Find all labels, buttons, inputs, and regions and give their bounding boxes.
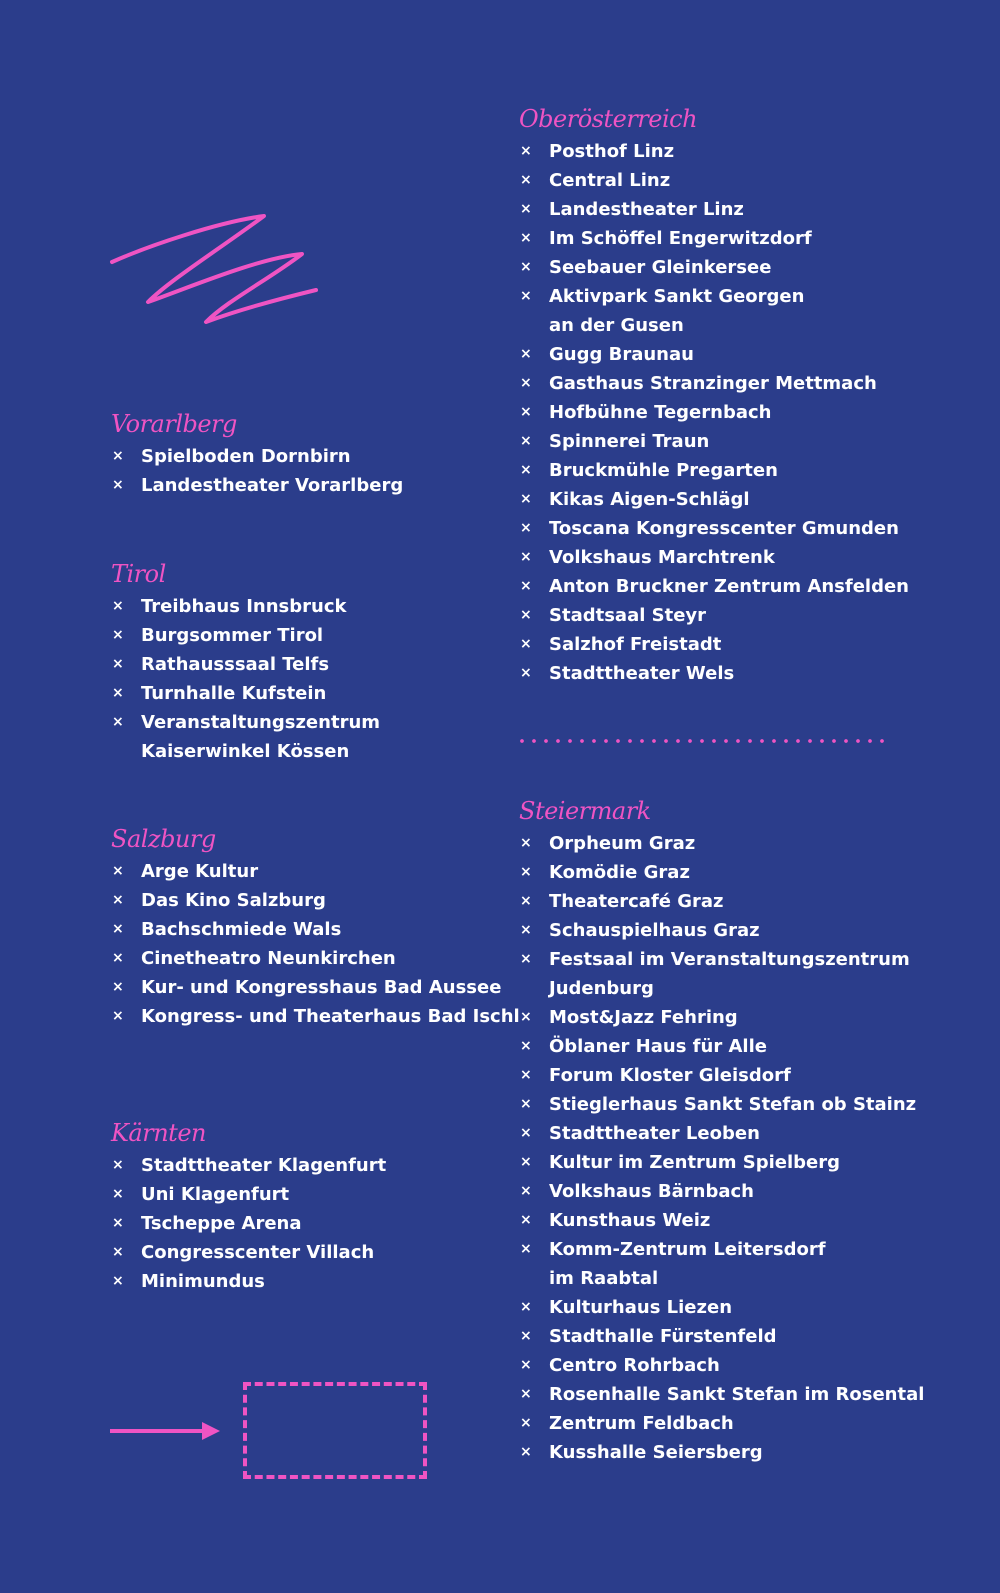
venue-item [519,1322,924,1351]
venue-label: Centro Rohrbach [549,1355,720,1376]
cross-bullet-icon: × [520,375,532,391]
venue-label: Stadtsaal Steyr [549,605,707,626]
cross-bullet-icon: × [520,1009,532,1025]
region-salzburg [111,825,520,1031]
cross-bullet-icon: × [112,1186,124,1202]
venue-label: Stadthalle Fürstenfeld [549,1326,777,1347]
cross-bullet-icon: × [520,1299,532,1315]
cross-bullet-icon: × [112,598,124,614]
venue-item [519,1206,924,1235]
venue-label: Rosenhalle Sankt Stefan im Rosental [549,1384,925,1405]
cross-bullet-icon: × [520,951,532,967]
venue-label: Hofbühne Tegernbach [549,402,772,423]
cross-bullet-icon: × [520,1067,532,1083]
cross-bullet-icon: × [520,1241,532,1257]
cross-bullet-icon: × [520,172,532,188]
venue-item [519,195,909,224]
region-oberoesterreich [519,105,909,688]
venue-item [519,1351,924,1380]
region-kaernten [111,1119,386,1296]
venue-label: Salzhof Freistadt [549,634,722,655]
venue-label: Kulturhaus Liezen [549,1297,733,1318]
venue-item [111,621,380,650]
venue-list [519,137,909,688]
venue-label: Kunsthaus Weiz [549,1210,711,1231]
venue-label: Forum Kloster Gleisdorf [549,1065,791,1086]
cross-bullet-icon: × [520,259,532,275]
cross-bullet-icon: × [112,1008,124,1024]
venue-label: Volkshaus Marchtrenk [549,547,775,568]
venue-label: Komödie Graz [549,862,690,883]
region-title: Kärnten [111,1119,206,1147]
venue-label: Spinnerei Traun [549,431,710,452]
venue-label: Seebauer Gleinkersee [549,257,772,278]
cross-bullet-icon: × [520,864,532,880]
venue-item [111,650,380,679]
zigzag-scribble-icon [108,210,328,330]
cross-bullet-icon: × [520,1415,532,1431]
venue-item [519,945,924,1003]
cross-bullet-icon: × [112,477,124,493]
venue-label: Treibhaus Innsbruck [141,596,347,617]
venue-item [111,1002,520,1031]
region-tirol [111,560,380,766]
venue-item [111,471,403,500]
venue-item [519,1148,924,1177]
venue-label: Landestheater Vorarlberg [141,475,404,496]
venue-item [111,442,403,471]
region-title: Oberösterreich [519,105,698,133]
venue-label: Arge Kultur [141,861,259,882]
region-steiermark [519,797,924,1467]
cross-bullet-icon: × [112,714,124,730]
venue-label: Kultur im Zentrum Spielberg [549,1152,841,1173]
venue-label: Festsaal im Veranstaltungszentrum Judenburg [549,949,910,999]
cross-bullet-icon: × [520,607,532,623]
cross-bullet-icon: × [520,491,532,507]
cross-bullet-icon: × [112,656,124,672]
venue-item [519,456,909,485]
venue-label: Tscheppe Arena [141,1213,302,1234]
venue-item [519,601,909,630]
cross-bullet-icon: × [520,433,532,449]
venue-item [519,166,909,195]
venue-item [519,1438,924,1467]
venue-label: Zentrum Feldbach [549,1413,734,1434]
venue-item [519,1235,924,1293]
venue-label: Aktivpark Sankt Georgen an der Gusen [549,286,805,336]
region-vorarlberg [111,410,403,500]
venue-label: Schauspielhaus Graz [549,920,760,941]
venue-item [111,708,380,766]
venue-label: Bachschmiede Wals [141,919,342,940]
cross-bullet-icon: × [112,1215,124,1231]
venue-item [111,886,520,915]
venue-item [111,1209,386,1238]
venue-item [519,659,909,688]
cross-bullet-icon: × [112,1157,124,1173]
cross-bullet-icon: × [520,404,532,420]
cross-bullet-icon: × [520,1357,532,1373]
venue-item [111,1267,386,1296]
cross-bullet-icon: × [520,1125,532,1141]
venue-label: Theatercafé Graz [549,891,724,912]
region-title: Steiermark [519,797,651,825]
venue-item [111,679,380,708]
venue-label: Kongress- und Theaterhaus Bad Ischl [141,1006,520,1027]
venue-label: Das Kino Salzburg [141,890,326,911]
venue-item [111,944,520,973]
cross-bullet-icon: × [520,1328,532,1344]
venue-item [519,1032,924,1061]
venue-item [519,572,909,601]
venue-label: Minimundus [141,1271,265,1292]
venue-item [519,829,924,858]
venue-item [519,1061,924,1090]
venue-item [519,427,909,456]
cross-bullet-icon: × [112,979,124,995]
venue-label: Orpheum Graz [549,833,696,854]
venue-label: Uni Klagenfurt [141,1184,290,1205]
venue-item [519,1119,924,1148]
cross-bullet-icon: × [520,835,532,851]
cross-bullet-icon: × [112,863,124,879]
cross-bullet-icon: × [112,1273,124,1289]
venue-label: Central Linz [549,170,671,191]
cross-bullet-icon: × [520,893,532,909]
venue-label: Im Schöffel Engerwitzdorf [549,228,812,249]
venue-item [519,630,909,659]
venue-label: Volkshaus Bärnbach [549,1181,754,1202]
venue-item [111,592,380,621]
venue-label: Stieglerhaus Sankt Stefan ob Stainz [549,1094,917,1115]
venue-label: Kikas Aigen-Schlägl [549,489,750,510]
venue-item [519,253,909,282]
venue-item [519,514,909,543]
venue-item [519,1003,924,1032]
cross-bullet-icon: × [520,520,532,536]
venue-item [111,973,520,1002]
cross-bullet-icon: × [520,1212,532,1228]
venue-item [519,1409,924,1438]
venue-item [519,137,909,166]
cross-bullet-icon: × [520,636,532,652]
venue-list [111,857,520,1031]
cross-bullet-icon: × [520,549,532,565]
venue-label: Bruckmühle Pregarten [549,460,778,481]
venue-item [519,340,909,369]
venue-item [519,369,909,398]
cross-bullet-icon: × [520,665,532,681]
cross-bullet-icon: × [520,346,532,362]
venue-item [519,1380,924,1409]
cross-bullet-icon: × [112,950,124,966]
venue-item [519,887,924,916]
cross-bullet-icon: × [112,1244,124,1260]
cross-bullet-icon: × [520,143,532,159]
venue-label: Posthof Linz [549,141,675,162]
venue-label: Congresscenter Villach [141,1242,375,1263]
venue-item [111,1238,386,1267]
cross-bullet-icon: × [520,230,532,246]
cross-bullet-icon: × [520,1038,532,1054]
arrow-right-icon [110,1420,222,1442]
venue-list [111,442,403,500]
venue-item [519,282,909,340]
venue-label: Burgsommer Tirol [141,625,324,646]
cross-bullet-icon: × [520,201,532,217]
venue-label: Gugg Braunau [549,344,694,365]
cross-bullet-icon: × [112,685,124,701]
dotted-divider [516,739,888,743]
venue-list [111,1151,386,1296]
cross-bullet-icon: × [520,1386,532,1402]
region-title: Salzburg [111,825,216,853]
cross-bullet-icon: × [520,578,532,594]
venue-list [519,829,924,1467]
venue-item [111,915,520,944]
cross-bullet-icon: × [520,922,532,938]
venue-label: Turnhalle Kufstein [141,683,327,704]
venue-label: Kur- und Kongresshaus Bad Aussee [141,977,502,998]
cross-bullet-icon: × [520,1183,532,1199]
venue-label: Komm-Zentrum Leitersdorf im Raabtal [549,1239,826,1289]
venue-item [111,1151,386,1180]
venue-label: Öblaner Haus für Alle [549,1036,767,1057]
venue-item [519,398,909,427]
cross-bullet-icon: × [520,1096,532,1112]
cross-bullet-icon: × [112,448,124,464]
venue-item [519,485,909,514]
venue-label: Landestheater Linz [549,199,744,220]
venue-item [111,1180,386,1209]
cross-bullet-icon: × [520,1154,532,1170]
venue-label: Toscana Kongresscenter Gmunden [549,518,899,539]
venue-label: Anton Bruckner Zentrum Ansfelden [549,576,909,597]
venue-item [519,543,909,572]
venue-label: Spielboden Dornbirn [141,446,351,467]
venue-label: Cinetheatro Neunkirchen [141,948,396,969]
venue-item [111,857,520,886]
venue-item [519,224,909,253]
venue-label: Veranstaltungszentrum Kaiserwinkel Kössen [141,712,381,762]
cross-bullet-icon: × [520,1444,532,1460]
cross-bullet-icon: × [520,288,532,304]
venue-label: Kusshalle Seiersberg [549,1442,763,1463]
region-title: Vorarlberg [111,410,237,438]
venue-label: Rathausssaal Telfs [141,654,330,675]
venue-list [111,592,380,766]
cross-bullet-icon: × [112,627,124,643]
dashed-box [243,1382,427,1479]
venue-label: Most&Jazz Fehring [549,1007,738,1028]
venue-item [519,858,924,887]
venue-item [519,1293,924,1322]
venue-label: Stadttheater Wels [549,663,735,684]
venue-item [519,916,924,945]
region-title: Tirol [111,560,166,588]
cross-bullet-icon: × [112,921,124,937]
venue-item [519,1177,924,1206]
cross-bullet-icon: × [112,892,124,908]
cross-bullet-icon: × [520,462,532,478]
venue-item [519,1090,924,1119]
venue-label: Gasthaus Stranzinger Mettmach [549,373,877,394]
venue-label: Stadttheater Leoben [549,1123,760,1144]
venue-label: Stadttheater Klagenfurt [141,1155,387,1176]
